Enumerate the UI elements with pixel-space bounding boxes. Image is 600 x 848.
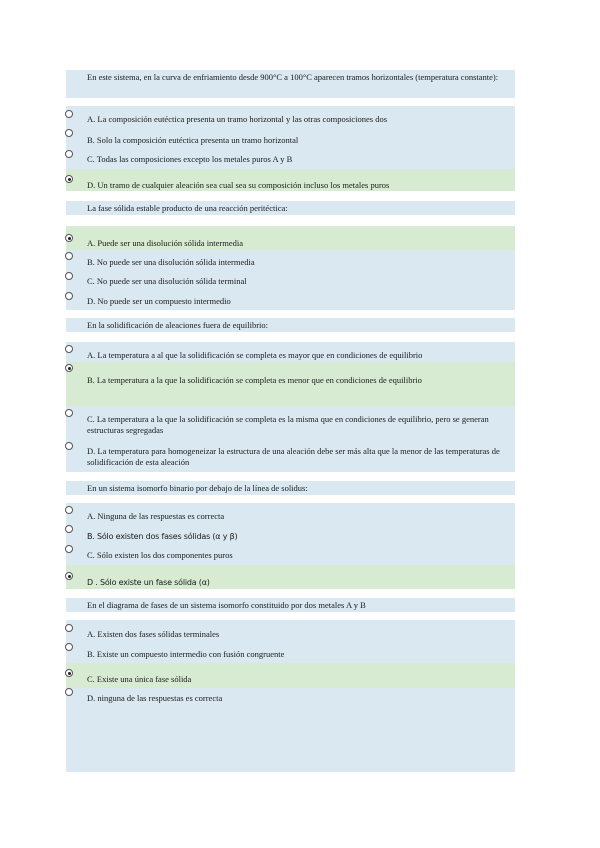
radio-button-icon[interactable] [65, 110, 73, 118]
question-2-option-b[interactable]: B. No puede ser una disolución sólida intermedia [66, 250, 515, 270]
radio-button-icon[interactable] [65, 545, 73, 553]
question-2-option-c[interactable]: C. No puede ser una disolución sólida terminal [66, 270, 515, 290]
radio-button-icon[interactable] [65, 442, 73, 450]
question-5-option-d[interactable]: D. ninguna de las respuestas es correcta [66, 688, 515, 708]
question-2-prompt: La fase sólida estable producto de una reacción peritéctica: [66, 201, 515, 215]
question-5-option-c[interactable]: C. Existe una única fase sólida [66, 663, 515, 688]
question-1-option-a[interactable]: A. La composición eutéctica presenta un tramo horizontal y las otras composiciones dos [66, 106, 515, 129]
question-1-option-d[interactable]: D. Un tramo de cualquier aleación sea cual sea su composición incluso los metales puros [66, 169, 515, 191]
question-1-prompt: En este sistema, en la curva de enfriamiento desde 900°C a 100°C aparecen tramos horizontales (temperatura constante): [66, 70, 515, 98]
question-1-option-c[interactable]: C. Todas las composiciones excepto los metales puros A y B [66, 149, 515, 169]
radio-button-icon[interactable] [65, 272, 73, 280]
question-4-option-b[interactable]: B. Sólo existen dos fases sólidas (α y β) [66, 525, 515, 545]
radio-button-icon[interactable] [65, 150, 73, 158]
question-5-option-b[interactable]: B. Existe un compuesto intermedio con fusión congruente [66, 643, 515, 663]
radio-button-icon[interactable] [65, 345, 73, 353]
question-2-option-d[interactable]: D. No puede ser un compuesto intermedio [66, 290, 515, 310]
question-3-option-d[interactable]: D. La temperatura para homogeneizar la estructura de una aleación debe ser más alta que la menor de las temperaturas de solidificación de esta aleación [66, 440, 515, 472]
question-3-option-b[interactable]: B. La temperatura a la que la solidificación se completa es menor que en condiciones de equilibrio [66, 362, 515, 406]
radio-button-icon[interactable] [65, 624, 73, 632]
radio-button-selected-icon[interactable] [65, 669, 73, 677]
radio-button-icon[interactable] [65, 409, 73, 417]
radio-button-icon[interactable] [65, 129, 73, 137]
form-empty-area [66, 708, 515, 772]
radio-button-icon[interactable] [65, 292, 73, 300]
question-2-option-a[interactable]: A. Puede ser una disolución sólida intermedia [66, 226, 515, 250]
question-3-option-c[interactable]: C. La temperatura a la que la solidificación se completa es la misma que en condiciones de equilibrio, pero se generan estructuras segregadas [66, 406, 515, 440]
question-5-prompt: En el diagrama de fases de un sistema isomorfo constituido por dos metales A y B [66, 598, 515, 612]
radio-button-selected-icon[interactable] [65, 364, 73, 372]
question-4-option-c[interactable]: C. Sólo existen los dos componentes puros [66, 545, 515, 565]
radio-button-selected-icon[interactable] [65, 175, 73, 183]
radio-button-icon[interactable] [65, 643, 73, 651]
question-1-option-b[interactable]: B. Solo la composición eutéctica presenta un tramo horizontal [66, 129, 515, 149]
radio-button-icon[interactable] [65, 506, 73, 514]
radio-button-icon[interactable] [65, 525, 73, 533]
radio-button-icon[interactable] [65, 252, 73, 260]
radio-button-icon[interactable] [65, 688, 73, 696]
question-5-option-a[interactable]: A. Existen dos fases sólidas terminales [66, 620, 515, 643]
question-3-prompt: En la solidificación de aleaciones fuera de equilibrio: [66, 318, 515, 332]
question-4-option-d[interactable]: D . Sólo existe un fase sólida (α) [66, 565, 515, 589]
radio-button-selected-icon[interactable] [65, 234, 73, 242]
question-3-option-a[interactable]: A. La temperatura a al que la solidificación se completa es mayor que en condiciones de equilibrio [66, 342, 515, 362]
radio-button-selected-icon[interactable] [65, 572, 73, 580]
question-4-option-a[interactable]: A. Ninguna de las respuestas es correcta [66, 503, 515, 525]
question-4-prompt: En un sistema isomorfo binario por debajo de la línea de solidus: [66, 481, 515, 495]
